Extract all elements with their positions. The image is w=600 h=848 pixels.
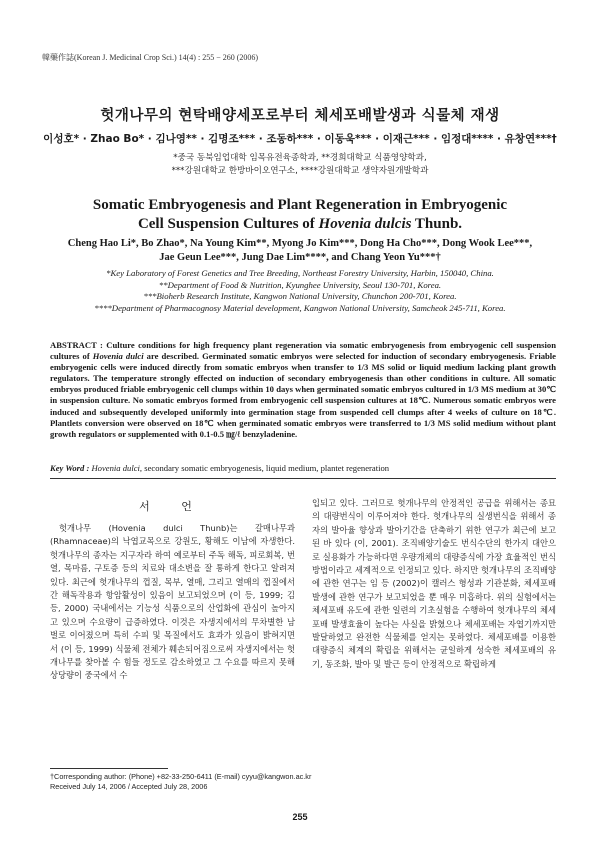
english-affiliations [30,268,570,314]
abstract-label: ABSTRACT : [50,340,103,350]
keywords-list: , secondary somatic embryogenesis, liquid medium, plantet regeneration [139,463,390,473]
korean-authors: 이성호* · Zhao Bo* · 김나영** · 김명조*** · 조동하*** · 이동욱*** · 이재근*** · 임정대**** · 유창연***† [43,133,557,145]
received-dates: Received July 14, 2006 / Accepted July 28, 2006 [50,782,208,791]
korean-title: 헛개나무의 현탁배양세포로부터 체세포배발생과 식물체 재생 [100,108,500,124]
english-title-species: Hovenia dulcis [318,216,412,232]
english-affiliation-line: ***Bioherb Research Institute, Kangwon National University, Chunchon 200-701, Korea. [143,291,457,301]
english-authors-line1: Cheng Hao Li*, Bo Zhao*, Na Young Kim**, Myong Jo Kim***, Dong Ha Cho***, Dong Wook Lee***, [67,238,533,249]
abstract-text-part1: Culture conditions for high frequency plant regeneration via somatic embryogenesis from embryogenic cell suspension cultures of [50,340,556,362]
english-authors [30,237,570,265]
intro-right-column: 입되고 있다. 그러므로 헛개나무의 안정적인 공급을 위해서는 종묘의 대량번식이 이루어져야 한다. 헛개나무의 실생번식을 위해서 종자의 발아율 향상과 발아기간을 단축하기 위한 연구가 최근에 보고된 바 있다 (이, 2001). 조직배양기술도 번식수단의 한가지 대안으로 실용화가 가능하다면 우량개체의 대량증식에 가장 효율적인 번식방법이라고 세계적으로 인정되고 있다. 하지만 헛개나무의 조직배양에 관한 연구는 임 등 (2002)이 캘러스 형성과 기관분화, 체세포배발생에 관한 연구가 보고되었을 뿐 매우 미흡하다. 위의 실험에서는 체세포배 유도에 관한 일련의 기초실험을 수행하여 헛개나무의 체세포배 발생효율이 높다는 사실을 밝혔으나 체세포배는 자엽기까지만 발달하였고 완전한 식물체를 얻지는 못하였다. 체세포배를 이용한 대량증식 체계의 확립을 위해서는 균일하게 성숙한 체세포배의 유기, 동조화, 발아 및 발근 등이 안정적으로 확립하게 [312,498,556,669]
korean-affiliations [0,152,600,178]
english-title-line2 [0,215,600,234]
corresponding-author: †Corresponding author: (Phone) +82-33-250-6411 (E-mail) cyyu@kangwon.ac.kr [50,772,312,781]
english-affiliation-line: **Department of Food & Nutrition, Kyunghee University, Seoul 130-701, Korea. [158,279,442,290]
keywords [50,463,556,473]
page-number: 255 [292,812,308,822]
english-title-prefix: Cell Suspension Cultures of [137,216,319,232]
abstract-species: Hovenia dulci [92,351,144,362]
abstract [50,340,556,440]
korean-affiliation-line: ***강원대학교 한방바이오연구소, ****강원대학교 생약자원개발학과 [171,166,429,176]
korean-affiliation-line: *중국 동북임업대학 임목유전육종학과, **경희대학교 식품영양학과, [173,153,427,163]
english-affiliation-line: ****Department of Pharmacognosy Material development, Kangwon National University, Samcheok 245-711, Korea. [94,302,506,313]
footnote [50,772,350,792]
english-title-line1: Somatic Embryogenesis and Plant Regeneration in Embryogenic [92,197,508,213]
abstract-text-part2: are described. Germinated somatic embryos were selected for induction of secondary embryogenesis. Friable embryogenic cells were induced directly from somatic embryos when transfer to 1/3 MS solid or liquid medium lacking plant growth regulators. The temperature strongly effected on induction of secondary embryogenesis than other conditions in culture. All somatic embryos produced friable embryogenic cell clumps within 10 days when germinated somatic embryos cultured in 1/3 MS medium at 30℃ in suspension culture. No somatic embryos formed from embryogenic cell suspension cultures at 18℃. Numerous somatic embryos were induced and subsequently developed uniformly into germination stage from suspended cell clumps after 4 weeks of culture on 18℃. Plantlets conversion were observed on 18℃ when germinated somatic embryos were transferred to 1/3 MS solid medium without plant growth regulators or supplemented with 0.1-0.5 ㎎/ℓ benzyladenine. [50,351,556,439]
english-affiliation-line: *Key Laboratory of Forest Genetics and Tree Breeding, Northeast Forestry University, Harbin, 150040, China. [106,268,494,278]
english-title [0,196,600,234]
intro-left-column: 헛개나무 (Hovenia dulci Thunb)는 갈매나무과 (Rhamnaceae)의 낙엽교목으로 강원도, 황해도 이남에 자생한다. 헛개나무의 종자는 지구자라 하여 예로부터 주독 해독, 피로회복, 번열, 목마름, 구토증 등의 치료와 대소변을 잘 통하게 한다고 알려져 있다. 최근에 헛개나무의 껍질, 목부, 열매, 그리고 열매의 껍질에서 간 해독작용과 항암활성이 있음이 보고되었으며 (이 등, 1999; 김 등, 2000) 국내에서는 기능성 식품으로의 산업화에 관심이 높아지고 있으며 수요량이 급증하였다. 이것은 자생지에서의 무차별한 남벌로 이어졌으며 특히 수피 및 목질에서도 효과가 있음이 밝혀지면서 (이 등, 1999) 식물체 전체가 훼손되어짐으로써 자생지에서는 헛개나무를 찾아볼 수 힘들 정도로 감소하였고 그 수요를 따르지 못해 상당량이 중국에서 수 [50,523,295,681]
english-authors-line2: Jae Geun Lee***, Jung Dae Lim****, and Chang Yeon Yu***† [159,252,441,263]
english-title-suffix: Thunb. [411,216,463,232]
keywords-divider [50,478,556,479]
keywords-species: Hovenia dulci [91,463,140,473]
footnote-divider [50,768,168,769]
keywords-label: Key Word : [50,463,90,473]
section-heading: 서 언 [139,500,206,513]
journal-header: 韓藥作誌(Korean J. Medicinal Crop Sci.) 14(4) : 255 − 260 (2006) [42,53,259,62]
